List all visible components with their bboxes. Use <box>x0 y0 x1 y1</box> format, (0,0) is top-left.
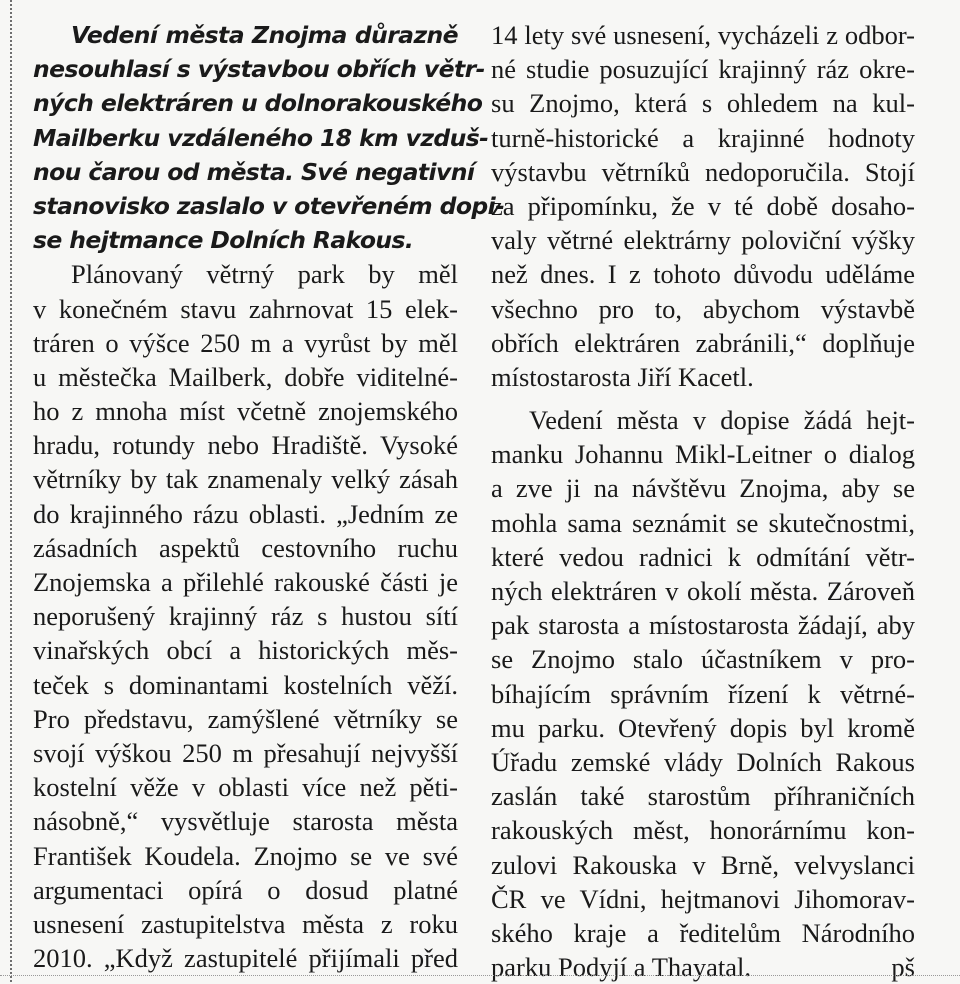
lead-line: nesouhlasí s výstavbou obřích větr- <box>33 55 485 84</box>
lead-line: stanovisko zaslalo v otevřeném dopi- <box>33 191 505 220</box>
right-body-paragraph-1 <box>491 18 915 394</box>
lead-line: Vedení města Znojma důrazně <box>71 21 458 49</box>
body-line: mu parku. Otevřený dopis byl kromě <box>491 712 915 743</box>
final-line-row <box>491 950 915 984</box>
body-line: násobně,“ vysvětluje starosta města <box>33 806 458 837</box>
left-body-paragraph <box>33 257 458 975</box>
body-line: teček s dominantami kostelních věží. <box>33 669 458 700</box>
body-line: ho z mnoha míst včetně znojemského <box>33 396 458 427</box>
body-line: Pro představu, zamýšlené větrníky se <box>33 703 458 734</box>
body-line: u městečka Mailberk, dobře viditelné- <box>33 361 458 392</box>
body-line: do krajinného rázu oblasti. „Jedním ze <box>33 498 458 529</box>
final-body-line: parku Podyjí a Thayatal. <box>491 952 752 983</box>
body-line: v konečném stavu zahrnovat 15 elek- <box>33 293 458 324</box>
body-line: se Znojmo stalo účastníkem v pro- <box>491 644 915 675</box>
body-line: neporušený krajinný ráz s hustou sítí <box>33 601 458 632</box>
body-line: valy větrné elektrárny poloviční výšky <box>491 225 915 256</box>
body-line: František Koudela. Znojmo se ve své <box>33 840 458 871</box>
body-line: místostarosta Jiří Kacetl. <box>491 361 754 392</box>
body-line: usnesení zastupitelstva města z roku <box>33 908 458 939</box>
body-line: Znojemska a přilehlé rakouské části je <box>33 567 458 597</box>
body-line: Úřadu zemské vlády Dolních Rakous <box>491 746 915 777</box>
bottom-dotted-rule <box>0 975 960 976</box>
left-column <box>33 18 505 975</box>
body-line: a zve ji na návštěvu Znojma, aby se <box>491 473 915 504</box>
body-line: ČR ve Vídni, hejtmanovi Jihomorav- <box>491 883 915 914</box>
body-line: bíhajícím správním řízení k větrné- <box>491 678 915 709</box>
body-line: mohla sama seznámit se skutečnostmi, <box>491 507 915 538</box>
body-line: ných elektráren v okolí města. Zároveň <box>491 576 915 606</box>
lead-line: Mailberku vzdáleného 18 km vzduš- <box>33 123 489 152</box>
article-lead <box>33 18 505 257</box>
body-line: hradu, rotundy nebo Hradiště. Vysoké <box>33 430 458 461</box>
right-column <box>491 18 915 984</box>
body-line: Plánovaný větrný park by měl <box>71 259 458 290</box>
body-line: za připomínku, že v té době dosaho- <box>491 190 915 221</box>
paragraph-gap <box>491 394 915 403</box>
body-line: svojí výškou 250 m přesahují nejvyšší <box>33 737 458 768</box>
body-line: tráren o výšce 250 m a vyrůst by měl <box>33 327 458 358</box>
lead-line: ných elektráren u dolnorakouského <box>33 89 483 118</box>
body-line: rakouských měst, honorárnímu kon- <box>491 815 915 846</box>
body-line: větrníky by tak znamenaly velký zásah <box>33 464 458 495</box>
body-line: né studie posuzující krajinný ráz okre- <box>491 54 915 85</box>
body-line: Vedení města v dopise žádá hejt- <box>529 405 915 436</box>
body-line: všechno pro to, abychom výstavbě <box>491 293 915 324</box>
body-line: zulovi Rakouska v Brně, velvyslanci <box>491 849 915 880</box>
body-line: výstavbu větrníků nedoporučila. Stojí <box>491 156 915 187</box>
author-signature: pš <box>891 952 915 983</box>
right-body-paragraph-2 <box>491 403 915 984</box>
body-line: turně-historické a krajinné hodnoty <box>491 122 915 153</box>
body-line: zásadních aspektů cestovního ruchu <box>33 532 458 563</box>
body-line: které vedou radnici k odmítání větr- <box>491 541 915 572</box>
column-divider-dotted <box>10 0 12 982</box>
body-line: vinařských obcí a historických měs- <box>33 635 458 666</box>
body-line: než dnes. I z tohoto důvodu uděláme <box>491 259 915 290</box>
body-line: 14 lety své usnesení, vycházeli z odbor- <box>491 20 915 50</box>
body-line: zaslán také starostům příhraničních <box>491 781 915 812</box>
body-line: su Znojmo, která s ohledem na kul- <box>491 88 915 119</box>
body-line: obřích elektráren zabránili,“ doplňuje <box>491 327 915 358</box>
body-line: 2010. „Když zastupitelé přijímali před <box>33 943 458 974</box>
lead-line: se hejtmance Dolních Rakous. <box>33 226 414 255</box>
body-line: pak starosta a místostarosta žádají, aby <box>491 610 915 641</box>
body-line: kostelní věže v oblasti více než pěti- <box>33 772 458 803</box>
body-line: argumentaci opírá o dosud platné <box>33 874 458 905</box>
body-line: ského kraje a ředitelům Národního <box>491 917 915 948</box>
lead-line: nou čarou od města. Své negativní <box>33 157 475 186</box>
body-line: manku Johannu Mikl-Leitner o dialog <box>491 439 915 470</box>
